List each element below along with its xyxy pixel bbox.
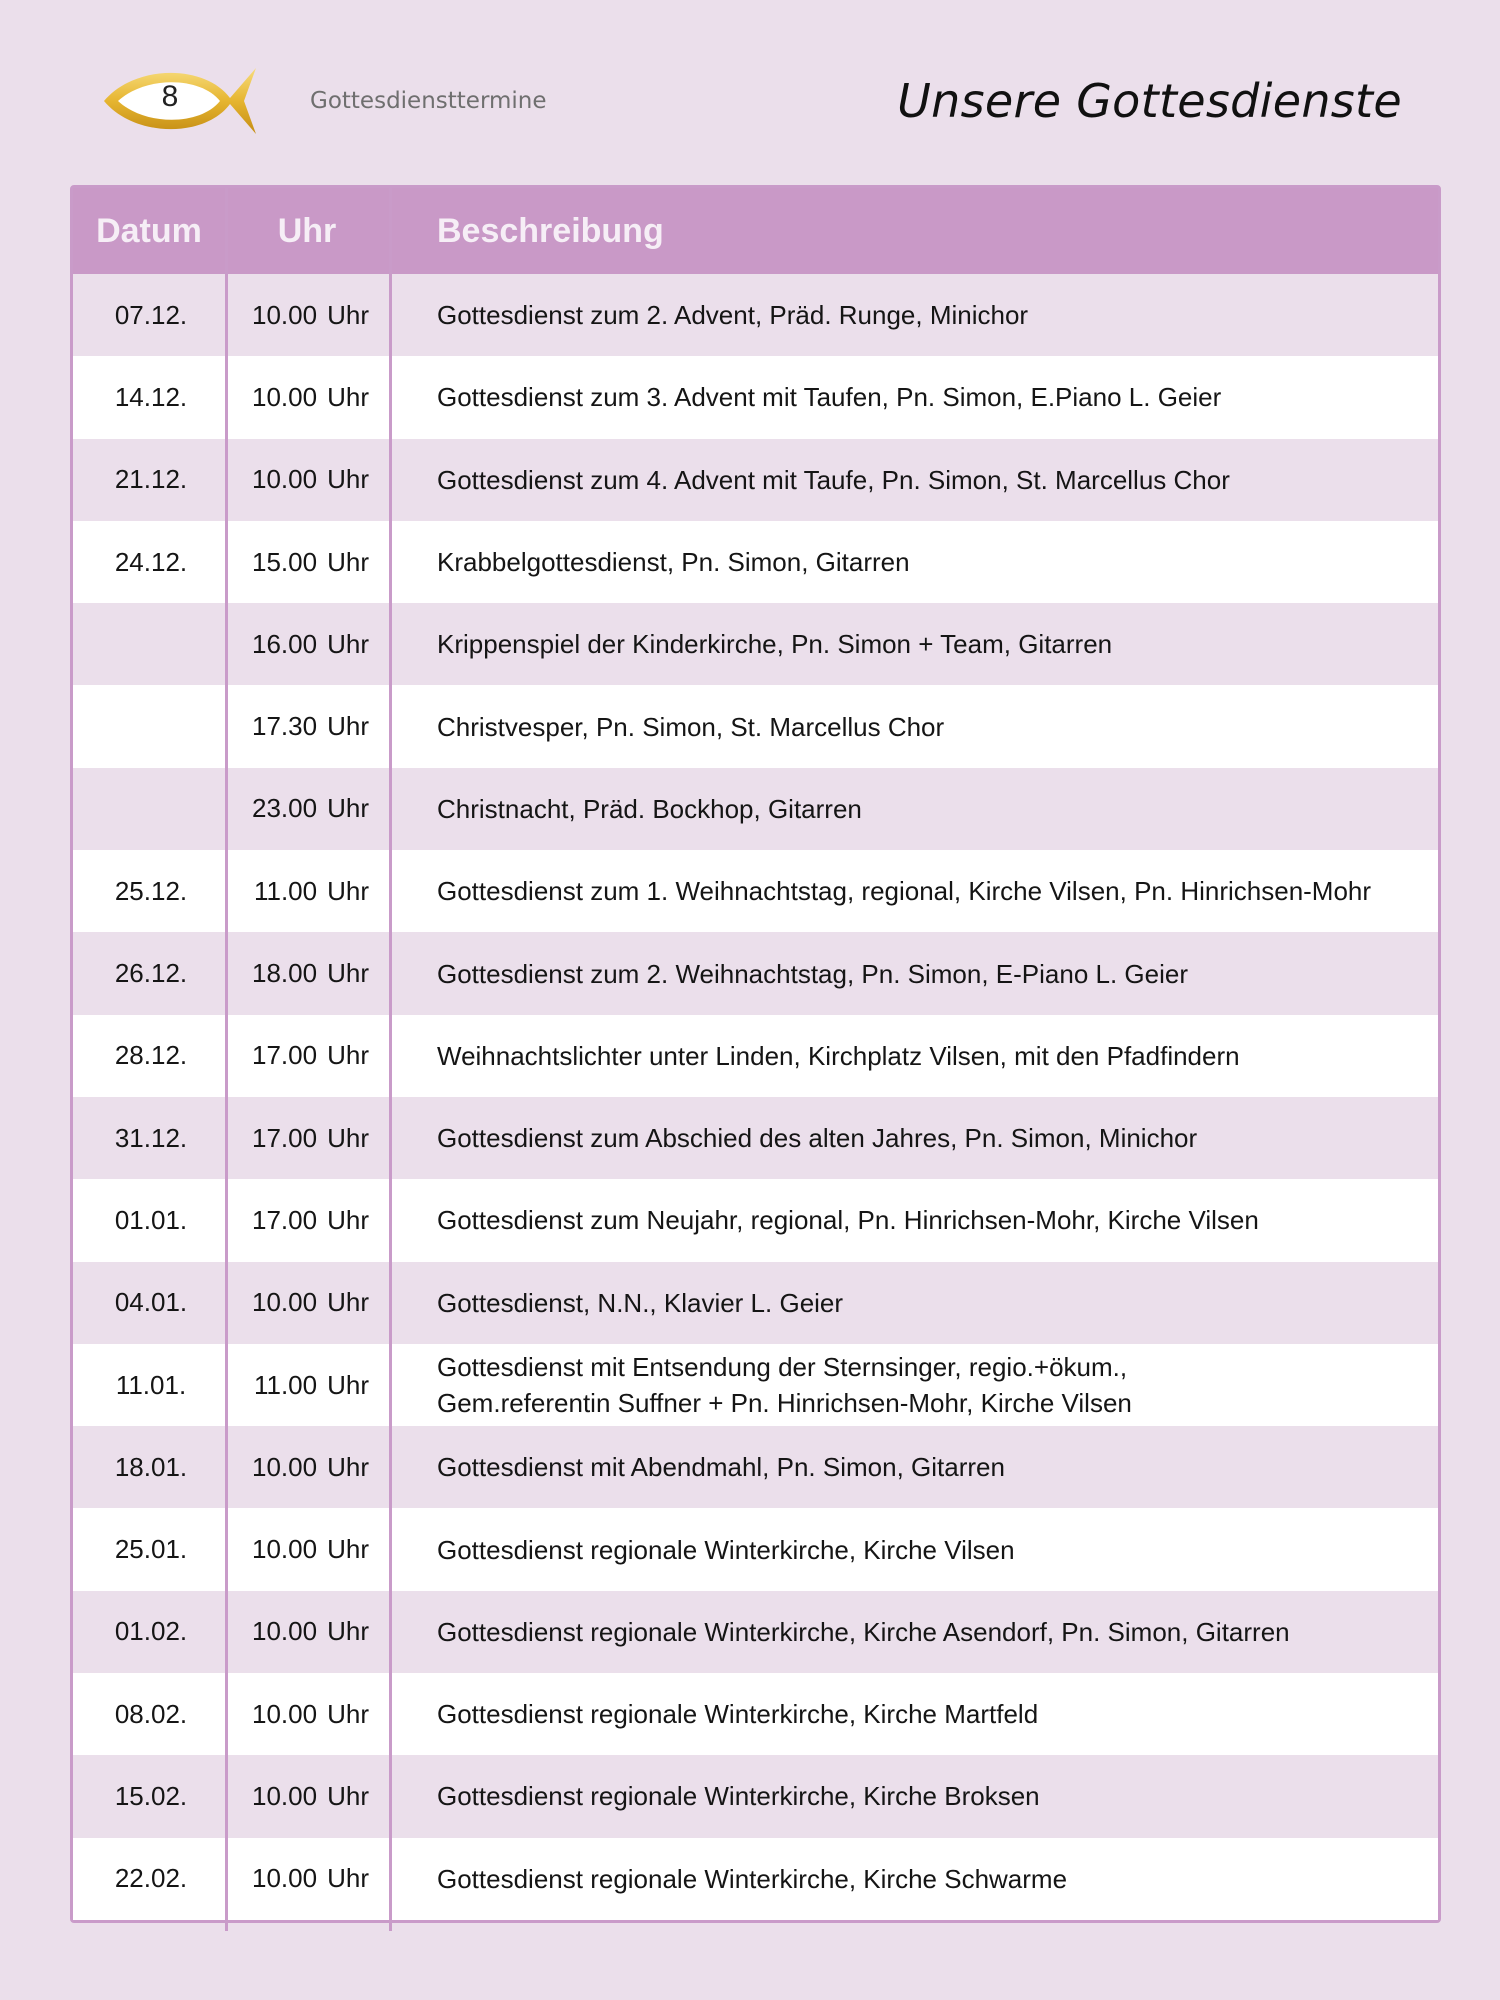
row-description — [389, 1285, 1438, 1321]
row-description — [389, 873, 1438, 909]
row-time-value: 10.00 — [252, 381, 318, 412]
row-time-unit: Uhr — [327, 464, 369, 495]
row-time — [225, 1616, 389, 1647]
row-time-value: 17.30 — [252, 711, 318, 742]
row-time — [225, 629, 389, 660]
row-time-unit: Uhr — [327, 793, 369, 824]
row-description — [389, 379, 1438, 415]
row-description — [389, 626, 1438, 662]
table-row — [73, 1097, 1438, 1179]
table-row — [73, 1426, 1438, 1508]
table-row — [73, 521, 1438, 603]
row-time — [225, 1781, 389, 1812]
row-time-value: 11.00 — [253, 875, 318, 906]
row-time-unit: Uhr — [327, 958, 369, 989]
row-description-line: Gottesdienst, N.N., Klavier L. Geier — [437, 1287, 844, 1318]
table-row — [73, 1179, 1438, 1261]
column-divider — [225, 188, 228, 1931]
table-row — [73, 1838, 1438, 1920]
row-time — [225, 382, 389, 413]
row-description-line: Christvesper, Pn. Simon, St. Marcellus Chor — [437, 711, 945, 742]
row-date: 01.02. — [114, 1616, 188, 1647]
row-description — [389, 1449, 1438, 1485]
row-time-value: 17.00 — [252, 1204, 318, 1235]
row-time-unit: Uhr — [327, 1122, 369, 1153]
row-description-line: Gottesdienst zum 1. Weihnachtstag, regional, Kirche Vilsen, Pn. Hinrichsen-Mohr — [437, 876, 1372, 907]
row-description — [389, 1861, 1438, 1897]
row-time-value: 17.00 — [252, 1122, 318, 1153]
row-date: 14.12. — [114, 381, 188, 412]
table-body — [73, 274, 1438, 1920]
row-description — [389, 544, 1438, 580]
row-time — [225, 1534, 389, 1565]
row-description-line: Krippenspiel der Kinderkirche, Pn. Simon + Team, Gitarren — [437, 629, 1113, 660]
row-description-line: Gottesdienst zum 2. Weihnachtstag, Pn. Simon, E-Piano L. Geier — [437, 958, 1189, 989]
row-date: 01.01. — [114, 1204, 188, 1235]
row-time-value: 10.00 — [252, 1863, 318, 1894]
row-description-line: Gottesdienst regionale Winterkirche, Kirche Martfeld — [437, 1699, 1039, 1730]
row-description-line: Gottesdienst regionale Winterkirche, Kirche Schwarme — [437, 1863, 1068, 1894]
page-title: Unsere Gottesdienste — [897, 74, 1402, 128]
row-description — [389, 1778, 1438, 1814]
page-header — [0, 0, 1500, 170]
table-row — [73, 1508, 1438, 1590]
row-time — [225, 300, 389, 331]
row-time-unit: Uhr — [327, 546, 369, 577]
row-time-unit: Uhr — [327, 1204, 369, 1235]
row-time-unit: Uhr — [327, 1534, 369, 1565]
row-time-value: 17.00 — [252, 1040, 318, 1071]
row-time — [225, 547, 389, 578]
row-description — [389, 709, 1438, 745]
row-time-value: 23.00 — [252, 793, 318, 824]
row-description — [389, 1696, 1438, 1732]
row-description-line: Gottesdienst mit Entsendung der Sternsinger, regio.+ökum., — [437, 1352, 1128, 1382]
row-time-unit: Uhr — [327, 875, 369, 906]
row-description-line: Krabbelgottesdienst, Pn. Simon, Gitarren — [437, 547, 910, 578]
row-description-line: Gottesdienst zum Neujahr, regional, Pn. Hinrichsen-Mohr, Kirche Vilsen — [437, 1205, 1259, 1236]
row-time-unit: Uhr — [327, 1040, 369, 1071]
row-description-line: Gem.referentin Suffner + Pn. Hinrichsen-Mohr, Kirche Vilsen — [437, 1388, 1132, 1418]
row-time-unit: Uhr — [327, 1698, 369, 1729]
row-time-unit: Uhr — [327, 1451, 369, 1482]
row-time — [225, 876, 389, 907]
table-row — [73, 1262, 1438, 1344]
table-row — [73, 932, 1438, 1014]
table-header — [73, 188, 1438, 274]
row-time-value: 15.00 — [252, 546, 318, 577]
row-date: 08.02. — [114, 1698, 188, 1729]
row-time-value: 16.00 — [252, 628, 318, 659]
row-description — [389, 1349, 1438, 1421]
row-time — [225, 793, 389, 824]
table-row — [73, 603, 1438, 685]
table-row — [73, 274, 1438, 356]
table-row — [73, 439, 1438, 521]
column-header-date: Datum — [96, 211, 202, 250]
row-date: 22.02. — [114, 1863, 188, 1894]
row-time — [225, 1452, 389, 1483]
table-row — [73, 768, 1438, 850]
column-header-description: Beschreibung — [437, 211, 664, 250]
row-time — [225, 464, 389, 495]
row-description-line: Gottesdienst zum 4. Advent mit Taufe, Pn. Simon, St. Marcellus Chor — [437, 464, 1230, 495]
row-time — [225, 1699, 389, 1730]
row-description — [389, 956, 1438, 992]
row-description-line: Gottesdienst zum 3. Advent mit Taufen, Pn. Simon, E.Piano L. Geier — [437, 382, 1222, 413]
row-description-line: Gottesdienst zum 2. Advent, Präd. Runge, Minichor — [437, 300, 1029, 331]
row-time-value: 10.00 — [252, 299, 318, 330]
row-time — [225, 1205, 389, 1236]
table-row — [73, 1591, 1438, 1673]
row-date: 21.12. — [114, 464, 188, 495]
row-time-unit: Uhr — [327, 1616, 369, 1647]
row-time-unit: Uhr — [327, 299, 369, 330]
section-label: Gottesdiensttermine — [310, 88, 547, 114]
page-number: 8 — [161, 80, 179, 113]
row-description — [389, 297, 1438, 333]
row-time-value: 10.00 — [252, 1451, 318, 1482]
column-divider — [389, 188, 392, 1931]
row-time-unit: Uhr — [327, 1287, 369, 1318]
row-date: 11.01. — [115, 1369, 187, 1400]
column-header-time: Uhr — [277, 211, 337, 250]
row-date: 24.12. — [114, 546, 188, 577]
row-description-line: Gottesdienst mit Abendmahl, Pn. Simon, Gitarren — [437, 1452, 1005, 1483]
row-time-value: 10.00 — [252, 464, 318, 495]
table-row — [73, 1344, 1438, 1426]
row-description-line: Gottesdienst regionale Winterkirche, Kirche Broksen — [437, 1781, 1040, 1812]
row-time-value: 10.00 — [252, 1534, 318, 1565]
row-time-value: 11.00 — [253, 1369, 318, 1400]
table-row — [73, 1755, 1438, 1837]
row-date: 25.01. — [114, 1534, 188, 1565]
row-date: 28.12. — [114, 1040, 188, 1071]
row-time — [225, 1863, 389, 1894]
row-time-value: 10.00 — [252, 1287, 318, 1318]
row-time — [225, 1287, 389, 1318]
table-row — [73, 1015, 1438, 1097]
row-time-value: 10.00 — [252, 1698, 318, 1729]
row-description — [389, 1614, 1438, 1650]
row-description — [389, 1120, 1438, 1156]
row-date: 18.01. — [114, 1451, 188, 1482]
table-row — [73, 685, 1438, 767]
row-date: 31.12. — [114, 1122, 188, 1153]
table-row — [73, 356, 1438, 438]
row-date: 15.02. — [114, 1780, 188, 1811]
row-time-unit: Uhr — [327, 1780, 369, 1811]
row-time-unit: Uhr — [327, 381, 369, 412]
row-time — [225, 1040, 389, 1071]
table-row — [73, 850, 1438, 932]
row-time-value: 18.00 — [252, 958, 318, 989]
row-time — [225, 958, 389, 989]
row-time — [225, 1123, 389, 1154]
row-date: 25.12. — [114, 875, 188, 906]
row-description — [389, 462, 1438, 498]
row-time-value: 10.00 — [252, 1780, 318, 1811]
row-description-line: Gottesdienst regionale Winterkirche, Kirche Asendorf, Pn. Simon, Gitarren — [437, 1616, 1290, 1647]
row-date: 07.12. — [114, 299, 188, 330]
row-time-unit: Uhr — [327, 711, 369, 742]
row-description — [389, 1532, 1438, 1568]
row-description-line: Gottesdienst zum Abschied des alten Jahres, Pn. Simon, Minichor — [437, 1123, 1198, 1154]
row-time-unit: Uhr — [327, 628, 369, 659]
row-description-line: Weihnachtslichter unter Linden, Kirchplatz Vilsen, mit den Pfadfindern — [437, 1040, 1240, 1071]
row-date: 26.12. — [114, 958, 188, 989]
row-time-value: 10.00 — [252, 1616, 318, 1647]
row-time-unit: Uhr — [327, 1369, 369, 1400]
row-description-line: Christnacht, Präd. Bockhop, Gitarren — [437, 793, 862, 824]
service-schedule-table — [70, 185, 1441, 1923]
row-description — [389, 791, 1438, 827]
row-description — [389, 1202, 1438, 1238]
row-description-line: Gottesdienst regionale Winterkirche, Kirche Vilsen — [437, 1534, 1015, 1565]
row-time-unit: Uhr — [327, 1863, 369, 1894]
row-description — [389, 1038, 1438, 1074]
table-row — [73, 1673, 1438, 1755]
row-date: 04.01. — [114, 1287, 188, 1318]
row-time — [225, 711, 389, 742]
row-time — [225, 1370, 389, 1401]
